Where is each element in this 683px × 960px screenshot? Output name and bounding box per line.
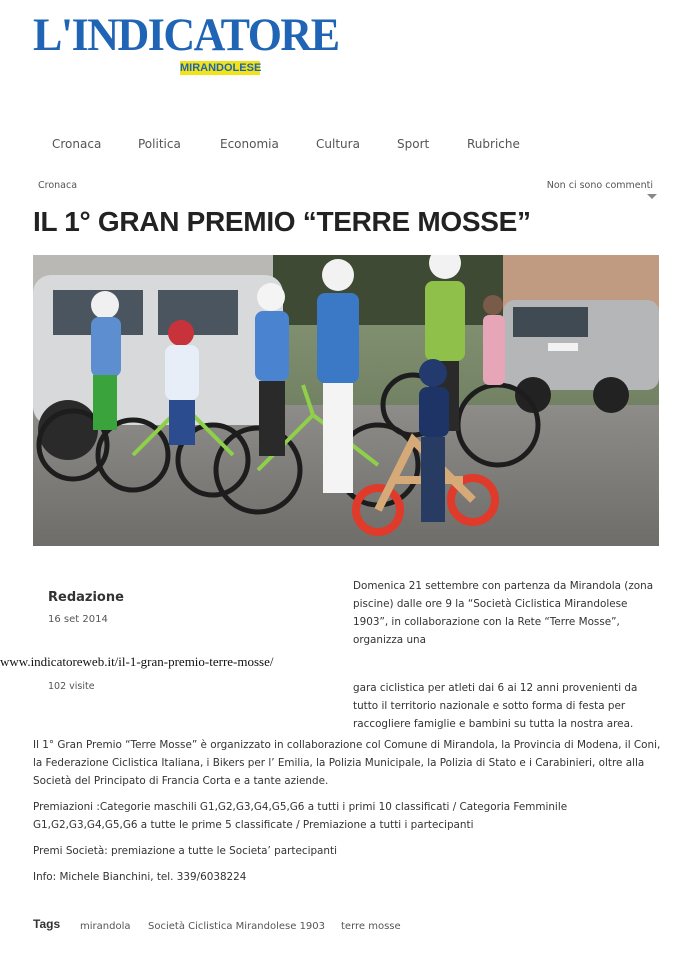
nav-cultura[interactable]: Cultura bbox=[316, 137, 360, 151]
article-photo bbox=[33, 255, 659, 546]
breadcrumb[interactable]: Cronaca bbox=[38, 180, 78, 191]
article-date: 16 set 2014 bbox=[48, 614, 108, 625]
article-lead-part1: Domenica 21 settembre con partenza da Mirandola (zona piscine) dalle ore 9 la “Società Ciclistica Mirandolese 1903”, in collaborazione con la Rete “Terre Mosse”, organizza una bbox=[353, 580, 654, 646]
comment-bubble-icon bbox=[647, 194, 657, 199]
tag-link[interactable]: Società Ciclistica Mirandolese 1903 bbox=[148, 921, 326, 932]
cyclists-photo bbox=[33, 255, 659, 546]
tags-label: Tags bbox=[33, 917, 61, 931]
article-author[interactable]: Redazione bbox=[48, 590, 124, 605]
site-logo[interactable]: L'INDICATORE bbox=[33, 8, 339, 61]
nav-economia[interactable]: Economia bbox=[220, 137, 279, 151]
main-nav bbox=[0, 137, 683, 155]
article-paragraph: Il 1° Gran Premio “Terre Mosse” è organizzato in collaborazione col Comune di Mirandola, la Provincia di Modena, il Coni, la Federazione Ciclistica Italiana, i Bikers per l’ Emilia, la Polizia Municipale, la Polizia di Stato e i Carabinieri, oltre alla Società del Principato di Francia Corta e a tante aziende. bbox=[33, 739, 661, 787]
nav-rubriche[interactable]: Rubriche bbox=[467, 137, 520, 151]
print-url: www.indicatoreweb.it/il-1-gran-premio-terre-mosse/ bbox=[0, 654, 274, 669]
nav-cronaca[interactable]: Cronaca bbox=[52, 137, 102, 151]
nav-politica[interactable]: Politica bbox=[138, 137, 181, 151]
tag-link[interactable]: terre mosse bbox=[341, 921, 401, 932]
tag-link[interactable]: mirandola bbox=[80, 921, 131, 932]
article-title: IL 1° GRAN PREMIO “TERRE MOSSE” bbox=[33, 206, 531, 237]
nav-sport[interactable]: Sport bbox=[397, 137, 430, 151]
article-visits: 102 visite bbox=[48, 681, 95, 692]
comments-link[interactable]: Non ci sono commenti bbox=[546, 180, 653, 191]
article-paragraph: Premi Società: premiazione a tutte le Societa’ partecipanti bbox=[33, 845, 337, 857]
article-paragraph: Info: Michele Bianchini, tel. 339/6038224 bbox=[33, 871, 247, 883]
site-logo-subtitle: MIRANDOLESE bbox=[180, 62, 262, 74]
article-lead-part2: gara ciclistica per atleti dai 6 ai 12 anni provenienti da tutto il territorio nazionale e sotto forma di festa per raccogliere famiglie e bambini su tutta la nostra area. bbox=[353, 682, 638, 730]
article-paragraph: Premiazioni :Categorie maschili G1,G2,G3,G4,G5,G6 a tutti i primi 10 classificati / Categoria Femminile G1,G2,G3,G4,G5,G6 a tutte le prime 5 classificate / Premiazione a tutti i partecipanti bbox=[33, 801, 568, 831]
